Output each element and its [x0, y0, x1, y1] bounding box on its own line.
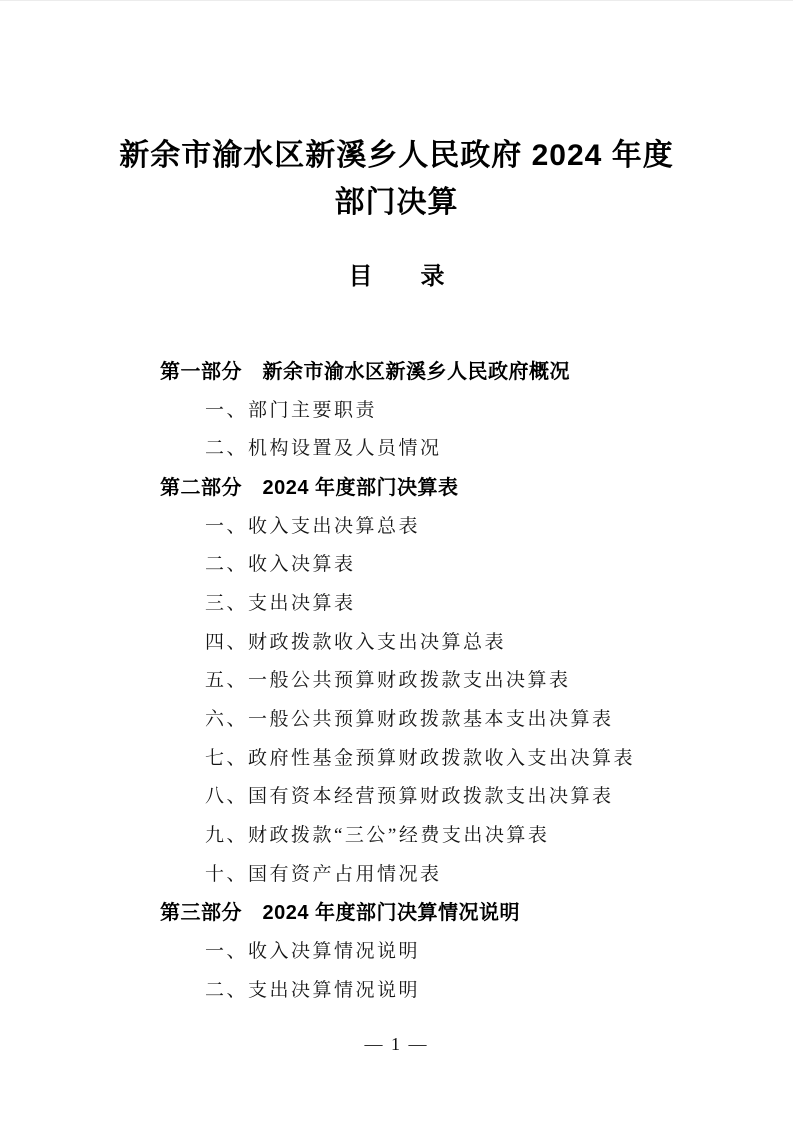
document-title: 新余市渝水区新溪乡人民政府 2024 年度部门决算	[119, 139, 674, 219]
toc-item: 九、财政拨款“三公”经费支出决算表	[205, 825, 550, 847]
toc-item: 二、收入决算表	[205, 554, 356, 576]
toc-item: 二、机构设置及人员情况	[205, 438, 442, 460]
toc-item: 三、支出决算表	[205, 592, 356, 614]
toc-item: 七、政府性基金预算财政拨款收入支出决算表	[205, 747, 636, 769]
toc-item: 八、国有资本经营预算财政拨款支出决算表	[205, 786, 614, 808]
toc-item: 四、财政拨款收入支出决算总表	[205, 631, 507, 653]
toc-item: 五、一般公共预算财政拨款支出决算表	[205, 670, 571, 692]
toc-item: 六、一般公共预算财政拨款基本支出决算表	[205, 709, 614, 731]
toc-part-heading: 第一部分 新余市渝水区新溪乡人民政府概况	[160, 360, 570, 383]
toc-heading: 目 录	[348, 263, 445, 290]
toc-item: 一、收入决算情况说明	[205, 941, 421, 963]
toc-item: 十、国有资产占用情况表	[205, 863, 442, 885]
toc-part-heading: 第三部分 2024 年度部门决算情况说明	[160, 902, 521, 925]
toc-item: 一、部门主要职责	[205, 399, 378, 421]
toc-list	[0, 350, 793, 1008]
toc-part-heading: 第二部分 2024 年度部门决算表	[160, 476, 459, 499]
toc-item: 二、支出决算情况说明	[205, 979, 421, 1001]
toc-item: 一、收入支出决算总表	[205, 515, 421, 537]
page-number: — 1 —	[364, 1034, 429, 1054]
